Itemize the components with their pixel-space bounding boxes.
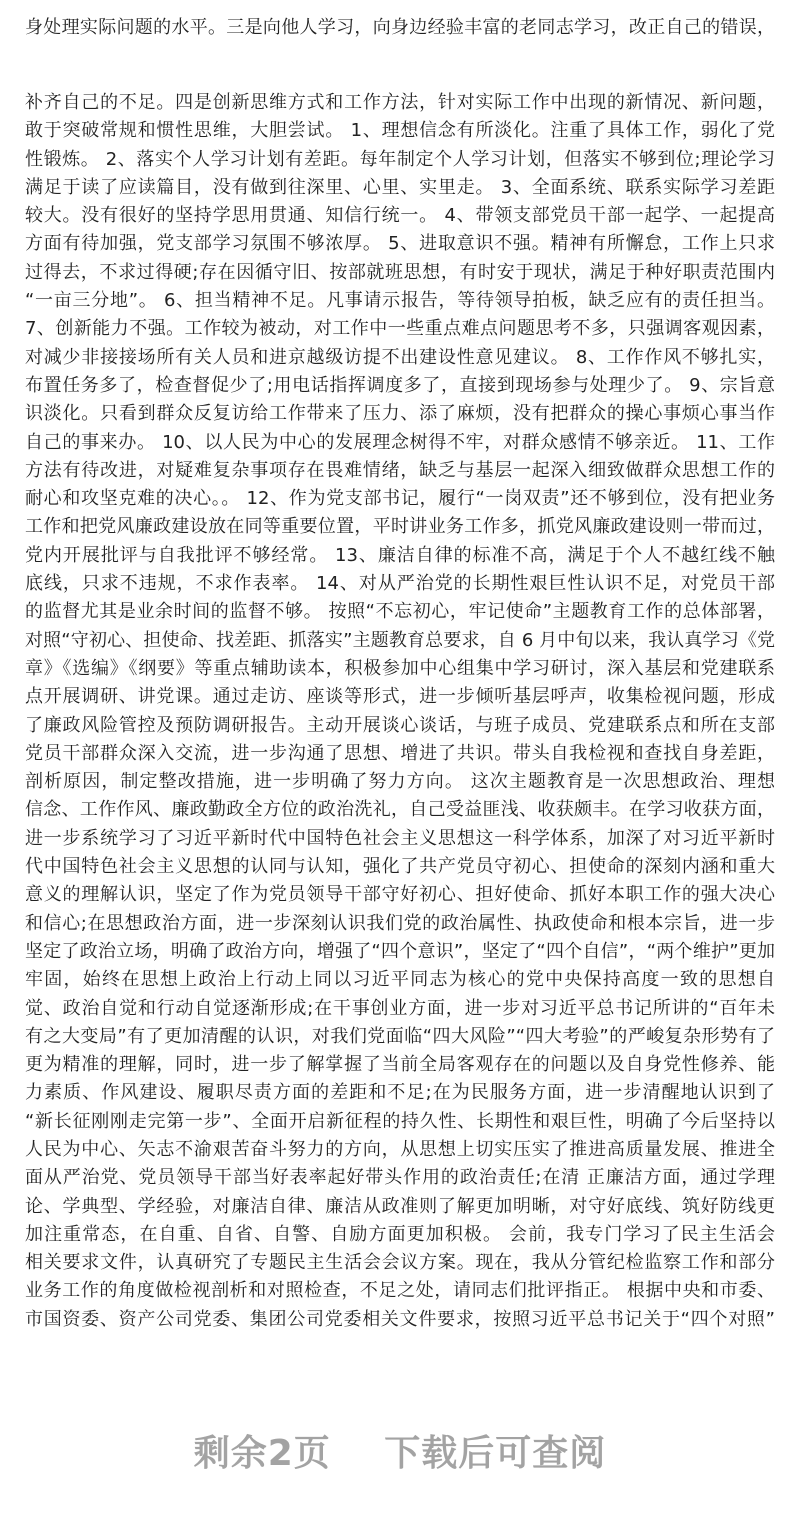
document-line: 人民为中心、矢志不渝艰苦奋斗努力的方向，从思想上切实压实了推进高质量发展、推进全 [25, 1138, 775, 1160]
document-line: 意义的理解认识，坚定了作为党员领导干部守好初心、担好使命、抓好本职工作的强大决心 [25, 884, 775, 906]
document-line: 和信心;在思想政治方面，进一步深刻认识我们党的政治属性、执政使命和根本宗旨，进一步 [25, 912, 775, 934]
document-line: 市国资委、资产公司党委、集团公司党委相关文件要求，按照习近平总书记关于“四个对照” [25, 1308, 775, 1330]
document-line: 耐心和攻坚克难的决心。。 12、作为党支部书记，履行“一岗双责”还不够到位，没有把业务 [25, 488, 775, 510]
document-line: 面从严治党、党员领导干部当好表率起好带头作用的政治责任;在清 正廉洁方面，通过学理 [25, 1167, 775, 1189]
document-line: 进一步系统学习了习近平新时代中国特色社会主义思想这一科学体系，加深了对习近平新时 [25, 827, 775, 849]
document-line: 了廉政风险管控及预防调研报告。主动开展谈心谈话，与班子成员、党建联系点和所在支部 [25, 714, 775, 736]
document-line: 布置任务多了，检查督促少了;用电话指挥调度多了，直接到现场参与处理少了。 9、宗旨意 [25, 374, 775, 396]
document-line: 坚定了政治立场，明确了政治方向，增强了“四个意识”，坚定了“四个自信”，“两个维护”更加 [25, 940, 775, 962]
document-line: 敢于突破常规和惯性思维，大胆尝试。 1、理想信念有所淡化。注重了具体工作，弱化了党 [25, 120, 775, 142]
document-line: “新长征刚刚走完第一步”、全面开启新征程的持久性、长期性和艰巨性，明确了今后坚持以 [25, 1110, 775, 1132]
document-line: 党员干部群众深入交流，进一步沟通了思想、增进了共识。带头自我检视和查找自身差距， [25, 742, 775, 764]
document-body [0, 89, 800, 1334]
document-line: “一亩三分地”。 6、担当精神不足。凡事请示报告，等待领导拍板，缺乏应有的责任担当。 [25, 290, 775, 312]
document-line: 加注重常态，在自重、自省、自警、自励方面更加积极。 会前，我专门学习了民主生活会 [25, 1223, 775, 1245]
document-line: 过得去，不求过得硬;存在因循守旧、按部就班思想，有时安于现状，满足于种好职责范围内 [25, 261, 775, 283]
document-line: 点开展调研、讲党课。通过走访、座谈等形式，进一步倾听基层呼声，收集检视问题，形成 [25, 686, 775, 708]
document-line: 相关要求文件，认真研究了专题民主生活会会议方案。现在，我从分管纪检监察工作和部分 [25, 1252, 775, 1274]
document-line: 性锻炼。 2、落实个人学习计划有差距。每年制定个人学习计划，但落实不够到位;理论学习 [25, 148, 775, 170]
document-line: 信念、工作作风、廉政勤政全方位的政治洗礼，自己受益匪浅、收获颇丰。在学习收获方面， [25, 799, 775, 821]
document-line: 底线，只求不违规，不求作表率。 14、对从严治党的长期性艰巨性认识不足，对党员干部 [25, 573, 775, 595]
document-line: 牢固，始终在思想上政治上行动上同以习近平同志为核心的党中央保持高度一致的思想自 [25, 969, 775, 991]
document-line: 方面有待加强，党支部学习氛围不够浓厚。 5、进取意识不强。精神有所懈怠，工作上只求 [25, 233, 775, 255]
document-line: 满足于读了应读篇目，没有做到往深里、心里、实里走。 3、全面系统、联系实际学习差距 [25, 176, 775, 198]
document-line: 识淡化。只看到群众反复访给工作带来了压力、添了麻烦，没有把群众的操心事烦心事当作 [25, 403, 775, 425]
document-line: 工作和把党风廉政建设放在同等重要位置，平时讲业务工作多，抓党风廉政建设则一带而过， [25, 516, 775, 538]
document-line: 论、学典型、学经验，对廉洁自律、廉洁从政准则了解更加明晰，对守好底线、筑好防线更 [25, 1195, 775, 1217]
document-line: 补齐自己的不足。四是创新思维方式和工作方法，针对实际工作中出现的新情况、新问题， [25, 92, 775, 113]
remaining-pages-text: 剩余2页 [193, 1433, 331, 1474]
document-line: 业务工作的角度做检视剖析和对照检查，不足之处，请同志们批评指正。 根据中央和市委、 [25, 1280, 775, 1302]
document-line: 对照“守初心、担使命、找差距、抓落实”主题教育总要求，自 6 月中旬以来，我认真学习《党 [25, 629, 775, 651]
document-line: 党内开展批评与自我批评不够经常。 13、廉洁自律的标准不高，满足于个人不越红线不触 [25, 544, 775, 566]
document-line: 7、创新能力不强。工作较为被动，对工作中一些重点难点问题思考不多，只强调客观因素， [25, 318, 775, 340]
document-line: 的监督尤其是业余时间的监督不够。 按照“不忘初心，牢记使命”主题教育工作的总体部署， [25, 601, 775, 623]
document-line: 有之大变局”有了更加清醒的认识，对我们党面临“四大风险”“四大考验”的严峻复杂形势有了 [25, 1025, 775, 1047]
document-line: 方法有待改进，对疑难复杂事项存在畏难情绪，缺乏与基层一起深入细致做群众思想工作的 [25, 459, 775, 481]
document-line: 剖析原因，制定整改措施，进一步明确了努力方向。 这次主题教育是一次思想政治、理想 [25, 771, 775, 793]
document-line: 觉、政治自觉和行动自觉逐渐形成;在干事创业方面，进一步对习近平总书记所讲的“百年未 [25, 997, 775, 1019]
download-to-view-text: 下载后可查阅 [384, 1433, 607, 1474]
document-line: 较大。没有很好的坚持学思用贯通、知信行统一。 4、带领支部党员干部一起学、一起提高 [25, 205, 775, 227]
document-line: 自己的事来办。 10、以人民为中心的发展理念树得不牢，对群众感情不够亲近。 11、工作 [25, 431, 775, 453]
document-line: 力素质、作风建设、履职尽责方面的差距和不足;在为民服务方面，进一步清醒地认识到了 [25, 1082, 775, 1104]
document-line: 更为精准的理解，同时，进一步了解掌握了当前全局客观存在的问题以及自身党性修养、能 [25, 1054, 775, 1076]
document-line: 代中国特色社会主义思想的认同与认知，强化了共产党员守初心、担使命的深刻内涵和重大 [25, 856, 775, 878]
document-line: 身处理实际问题的水平。三是向他人学习，向身边经验丰富的老同志学习，改正自己的错误， [25, 17, 775, 38]
download-prompt[interactable] [0, 1425, 800, 1476]
document-line: 章》《选编》《纲要》等重点辅助读本，积极参加中心组集中学习研讨，深入基层和党建联系 [25, 657, 775, 679]
document-line: 对减少非接接场所有关人员和进京越级访提不出建设性意见建议。 8、工作作风不够扎实， [25, 346, 775, 368]
